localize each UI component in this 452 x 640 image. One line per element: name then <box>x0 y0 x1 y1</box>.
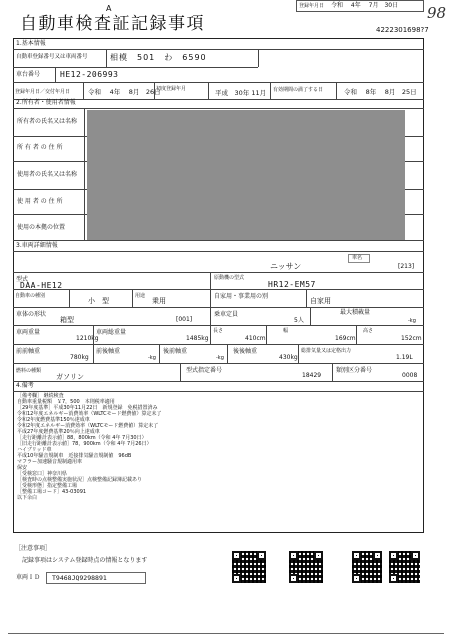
weight-label: 車両重量 <box>16 329 41 336</box>
owner-address-label: 所 有 者 の 住 所 <box>17 144 63 151</box>
qr-code <box>389 551 420 583</box>
owner-name-label: 所有者の氏名又は名称 <box>17 118 78 125</box>
capacity-label: 乗車定員 <box>214 311 239 318</box>
engine-label: 原動機の型式 <box>214 275 245 281</box>
length-value: 410cm <box>245 335 266 342</box>
vehicle-id-value: T9468JQ9298891 <box>52 574 107 582</box>
vehicle-id-label: 車両ＩＤ <box>16 574 41 581</box>
qr-code <box>232 551 266 583</box>
remarks-line: ［受検形態］指定整備工場 <box>17 483 78 489</box>
maker-value: ニッサン <box>270 262 302 271</box>
max-load-value: -kg <box>408 318 416 324</box>
rf-axle-value: -kg <box>216 355 224 361</box>
remarks-line: ［29年度基準］平成30年11月22日 新規登録 免税措置済み <box>17 405 158 411</box>
section2-title: 2.所有者・使用者情報 <box>16 99 76 106</box>
remarks-line: ［走行距離計表示値］88，800km（令和 4年 7月30日） <box>17 435 147 441</box>
rf-axle-label: 後前軸重 <box>163 348 188 355</box>
user-address-label: 使 用 者 の 住 所 <box>17 198 63 205</box>
remarks-line: 令和2年度燃費基準150％達成車 <box>17 417 90 423</box>
notes-title: ［注意事項］ <box>15 545 52 552</box>
private-value: 自家用 <box>310 297 331 305</box>
fuel-label: 燃料の種類 <box>16 368 42 374</box>
reg-number-label: 自動車登録番号又は車両番号 <box>16 54 88 60</box>
ff-axle-value: 780kg <box>70 354 89 361</box>
remarks-line: 令和12年度エネルギー消費効率（WLTCモード燃費値）算定未了 <box>17 411 162 417</box>
top-stamp-box <box>296 0 424 12</box>
remarks-line: ハイブリッド車 <box>17 447 52 453</box>
width-value: 169cm <box>335 335 356 342</box>
reg-date-value: 令和 4年 8月 26日 <box>88 88 161 96</box>
expiry-label: 有効期間の満了する日 <box>273 87 324 93</box>
kind-label: 自動車の種別 <box>15 293 46 299</box>
handwritten-number: 98 <box>427 4 447 22</box>
private-label: 自家用・事業用の別 <box>214 293 269 300</box>
maker-label: 車名 <box>352 255 363 261</box>
section4-title: 4.備考 <box>16 382 34 389</box>
first-reg-label: 初度登録年月 <box>156 86 187 92</box>
remarks-line: ［検査時の点検整備実施状況］点検整備記録簿記載あり <box>17 477 143 483</box>
gross-weight-label: 車両総重量 <box>96 329 127 336</box>
height-value: 152cm <box>401 335 422 342</box>
qr-code <box>289 551 323 583</box>
page-bottom-line <box>8 633 444 634</box>
remarks-line: 令和2年度エネルギー消費効率（WLTCモード燃費値）算定未了 <box>17 423 159 429</box>
remarks-line: 自動車重量税額 ￥7，500 本則税率適用 <box>17 399 115 405</box>
remarks-line: マフラー加速騒音規制適用車 <box>17 459 83 465</box>
fuel-value: ガソリン <box>56 373 84 381</box>
document-number: 4222301698?7 <box>376 26 429 34</box>
header-mark: A <box>106 4 112 13</box>
top-stamp-value: 令和 4年 7月 30日 <box>331 2 399 9</box>
type-no-value: 18429 <box>302 372 322 379</box>
class-value: 0008 <box>402 372 418 379</box>
remarks-line: 平成27年度燃費基準20％向上達成車 <box>17 429 100 435</box>
section1-title: 1.基本情報 <box>16 40 46 47</box>
body-value: 箱型 <box>60 316 74 324</box>
displacement-label: 総排気量又は定格出力 <box>301 348 352 354</box>
weight-value: 1210kg <box>76 335 99 342</box>
capacity-value: 5人 <box>294 317 304 324</box>
user-name-label: 使用者の氏名又は名称 <box>17 171 78 178</box>
top-stamp-label: 登録年月日 <box>299 3 325 9</box>
model-label: 型式 <box>16 276 29 283</box>
width-label: 幅 <box>283 328 289 334</box>
notes-text: 記録事項はシステム登録時点の情報となります <box>22 557 148 564</box>
model-value: DAA-HE12 <box>20 281 63 290</box>
fr-axle-value: -kg <box>148 355 156 361</box>
first-reg-value: 平成 30年 11月 <box>215 89 267 97</box>
chassis-label: 車台番号 <box>16 71 41 78</box>
remarks-line: 平成10年騒音規制車 近接排気騒音規制値 96dB <box>17 453 132 459</box>
type-no-label: 型式指定番号 <box>186 367 223 374</box>
kind-value: 小 型 <box>88 297 109 305</box>
rr-axle-label: 後後軸重 <box>233 348 258 355</box>
qr-code <box>352 551 382 583</box>
expiry-value: 令和 8年 8月 25日 <box>344 88 417 96</box>
max-load-label: 最大積載量 <box>340 309 371 316</box>
class-label: 類別区分番号 <box>336 367 373 374</box>
remarks-line: ［旧走行距離計表示値］78，900km（令和 4年 7月26日） <box>17 441 152 447</box>
body-label: 車体の形状 <box>16 311 47 318</box>
remarks-line: ［備考欄］ 継続検査 <box>17 393 64 399</box>
redaction-block <box>87 110 405 240</box>
section3-title: 3.車両詳細情報 <box>16 242 58 249</box>
rr-axle-value: 430kg <box>279 354 298 361</box>
engine-value: HR12-EM57 <box>268 280 316 289</box>
fr-axle-label: 前後軸重 <box>96 348 121 355</box>
length-label: 長さ <box>213 328 224 334</box>
gross-weight-value: 1485kg <box>186 335 209 342</box>
body-code: [001] <box>176 316 193 323</box>
remarks-line: 保安 <box>17 465 28 471</box>
page-title: 自動車検査証記録事項 <box>20 14 205 34</box>
remarks-line: ［受検窓口］神奈川県 <box>17 471 68 477</box>
use-label: 用途 <box>135 293 146 299</box>
chassis-value: HE12-206993 <box>60 70 119 79</box>
displacement-value: 1.19L <box>396 354 413 361</box>
ff-axle-label: 前前軸重 <box>16 348 41 355</box>
vehicle-id-box <box>46 572 146 584</box>
base-location-label: 使用の本拠の位置 <box>17 224 66 231</box>
height-label: 高さ <box>363 328 374 334</box>
maker-code: [213] <box>398 263 415 270</box>
remarks-line: ［整備工場コード］43-03091 <box>17 489 87 495</box>
reg-number-value: 相模 501 わ 6590 <box>110 53 207 62</box>
reg-date-label: 登録年月日／交付年月日 <box>15 89 71 95</box>
remarks-line: 以下余白 <box>17 495 38 501</box>
use-value: 乗用 <box>152 297 166 305</box>
